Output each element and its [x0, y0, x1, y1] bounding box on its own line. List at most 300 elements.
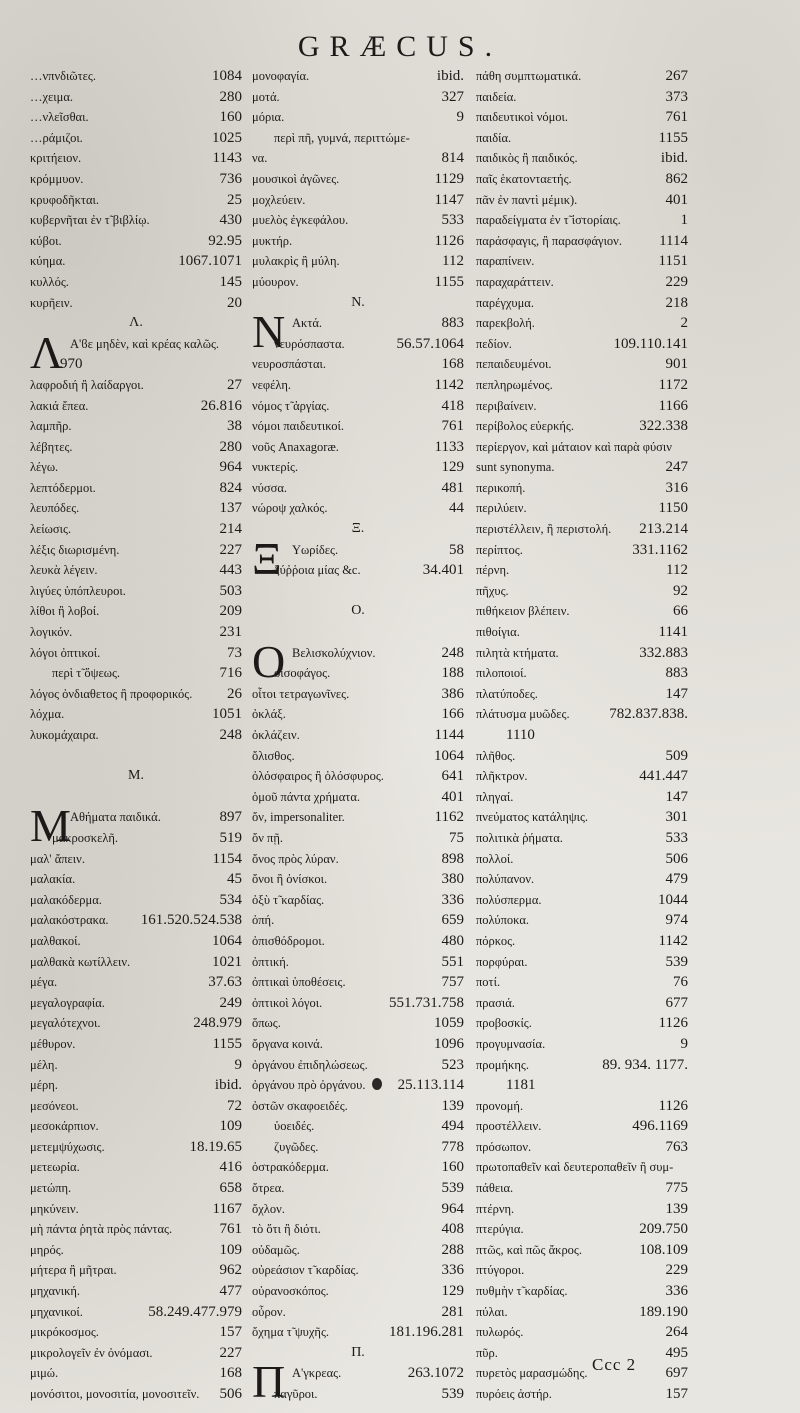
entry-page-refs: 761 [441, 418, 464, 435]
entry-page-refs: 1155 [658, 129, 688, 146]
entry-term: λέξις διωρισμένη. [30, 542, 120, 557]
entry-page-refs: 76 [673, 974, 688, 991]
entry-term: ὀστρακόδερμα. [252, 1160, 329, 1175]
index-entry [476, 725, 688, 746]
entry-term: πῆχυς. [476, 583, 509, 598]
index-entry [252, 1260, 464, 1281]
entry-term: νύσσα. [252, 480, 287, 495]
index-entry [30, 849, 242, 870]
entry-page-refs: 533 [665, 829, 688, 846]
entry-page-refs: 1064 [212, 932, 242, 949]
entry-term: μεσόνεοι. [30, 1098, 79, 1113]
entry-term: μονόσιτοι, μονοσιτία, μονοσιτεῖν. [30, 1387, 200, 1401]
index-entry [30, 643, 242, 664]
entry-page-refs: 75 [449, 829, 464, 846]
index-entry [30, 375, 242, 396]
entry-term: ὄνοι ἢ ὀνίσκοι. [252, 872, 328, 887]
entry-page-refs: 25 [227, 191, 242, 208]
section-letter: Π. [351, 1344, 365, 1360]
index-entry [252, 87, 464, 108]
entry-term: μετεωρία. [30, 1160, 80, 1175]
index-entry [30, 519, 242, 540]
entry-term: μονοφαγία. [252, 69, 310, 83]
index-entry [252, 952, 464, 973]
index-entry [30, 828, 242, 849]
entry-page-refs: 824 [219, 479, 242, 496]
index-entry [476, 581, 688, 602]
index-entry [252, 766, 464, 787]
index-entry [30, 560, 242, 581]
entry-page-refs: 109 [219, 1241, 242, 1258]
entry-term: πυρόεις ἀστήρ. [476, 1387, 552, 1401]
entry-term: νευρόσπαστα. [274, 336, 345, 351]
index-entry [476, 1075, 688, 1096]
entry-term: παραδείγματα ἐν τ̃ ἱστορίαις. [476, 213, 621, 228]
entry-page-refs: 58.249.477.979 [148, 1303, 242, 1320]
entry-page-refs: 697 [665, 1365, 688, 1382]
index-entry [476, 787, 688, 808]
entry-term: κυβερνῆται ἐν τ̃ βιβλίῳ. [30, 213, 150, 228]
entry-page-refs: 34.401 [422, 562, 464, 579]
entry-term: ὀπή. [252, 913, 275, 928]
entry-page-refs: 1155 [434, 273, 464, 290]
initial-capital: Μ [30, 800, 71, 852]
index-entry [30, 416, 242, 437]
entry-term: παῖς ἑκατονταετής. [476, 171, 572, 186]
index-entry [252, 354, 464, 375]
section-letter: Μ. [128, 768, 144, 784]
entry-term: μηκύνειν. [30, 1201, 79, 1216]
entry-page-refs: 209 [219, 603, 242, 620]
entry-term: …ράμιζοι. [30, 130, 83, 145]
entry-term: πεπαιδευμένοι. [476, 357, 552, 372]
entry-term: μόρια. [252, 110, 285, 125]
entry-term: μικρολογεῖν ἐν ὀνόμασι. [30, 1345, 153, 1360]
entry-page-refs: 1051 [212, 706, 242, 723]
entry-page-refs: 1147 [434, 191, 464, 208]
index-entry [30, 1034, 242, 1055]
entry-page-refs: 380 [441, 871, 464, 888]
entry-page-refs: 1166 [658, 397, 688, 414]
entry-page-refs: 157 [219, 1324, 242, 1341]
entry-term: μοτά. [252, 89, 280, 104]
entry-page-refs: 109 [219, 1118, 242, 1135]
entry-term: μυελὸς ἐγκεφάλου. [252, 213, 349, 228]
entry-page-refs: 1044 [658, 891, 688, 908]
entry-page-refs: 263.1072 [407, 1365, 464, 1382]
index-entry [476, 1260, 688, 1281]
index-entry [30, 457, 242, 478]
section-letter: Ν. [351, 294, 365, 310]
entry-term: μηχανική. [30, 1284, 81, 1299]
entry-term: μιμώ. [30, 1366, 59, 1381]
entry-term: μαλ' ἄπειν. [30, 851, 85, 866]
entry-page-refs: 441.447 [639, 768, 688, 785]
entry-page-refs: 1143 [212, 150, 242, 167]
index-entry [30, 1384, 242, 1405]
index-entry [476, 416, 688, 437]
entry-term: τὸ ὅτι ἢ διότι. [252, 1222, 321, 1237]
initial-capital: Ξ [252, 532, 282, 584]
index-entry [30, 1260, 242, 1281]
entry-page-refs: 248.979 [193, 1015, 242, 1032]
index-entry [252, 1384, 464, 1405]
entry-page-refs: 147 [665, 685, 688, 702]
entry-term: κυλλός. [30, 274, 69, 289]
entry-page-refs: 494 [441, 1118, 464, 1135]
entry-page-refs: 213.214 [639, 521, 688, 538]
entry-page-refs: 301 [665, 809, 688, 826]
entry-page-refs: 1144 [434, 727, 464, 743]
section-letter: Ξ. [351, 521, 365, 537]
entry-page-refs: 231 [219, 624, 242, 641]
section-letter: Ο. [351, 603, 365, 619]
index-entry [252, 1281, 464, 1302]
entry-term: πτῶς, καὶ πῶς ἄκρος. [476, 1242, 583, 1257]
index-entry [476, 1157, 688, 1178]
entry-term: νόμος τ̃ ἀργίας. [252, 398, 330, 413]
entry-page-refs: 92.95 [208, 232, 242, 249]
entry-page-refs: 778 [441, 1138, 464, 1155]
entry-term: ὀκλάζειν. [252, 728, 300, 742]
entry-term: ζυγῶδες. [274, 1139, 319, 1154]
entry-term: …νπνδιῶτες. [30, 69, 96, 83]
index-entry [30, 1178, 242, 1199]
index-entry [30, 1157, 242, 1178]
index-entry [30, 396, 242, 417]
index-entry [252, 478, 464, 499]
entry-page-refs: 2 [680, 315, 688, 332]
entry-page-refs: 166 [441, 706, 464, 723]
index-entry [30, 1137, 242, 1158]
entry-term: λευπόδες. [30, 501, 80, 516]
index-entry [252, 396, 464, 417]
index-entry [476, 272, 688, 293]
index-entry [476, 931, 688, 952]
entry-term: μακροσκελῆ. [52, 830, 119, 845]
entry-term: πλατύποδες. [476, 686, 538, 701]
entry-page-refs: 534 [219, 891, 242, 908]
entry-page-refs: 58 [449, 541, 464, 558]
index-entry [30, 890, 242, 911]
index-entry [476, 293, 688, 314]
entry-page-refs: 218 [665, 294, 688, 311]
entry-page-refs: 814 [441, 150, 464, 167]
index-entry [476, 148, 688, 169]
entry-page-refs: 322.338 [639, 418, 688, 435]
entry-page-refs: 480 [441, 932, 464, 949]
entry-term: παιδεία. [476, 89, 517, 104]
entry-page-refs: 336 [441, 891, 464, 908]
index-entry [476, 993, 688, 1014]
entry-page-refs: 1142 [434, 376, 464, 393]
entry-term: παιδικὸς ἢ παιδικός. [476, 151, 578, 166]
entry-term: μήτερα ἢ μῆτραι. [30, 1263, 117, 1278]
index-entry [30, 1343, 242, 1364]
index-entry [30, 190, 242, 211]
section-letter-heading [252, 581, 464, 602]
entry-page-refs: 763 [665, 1138, 688, 1155]
entry-page-refs: 336 [441, 1262, 464, 1279]
entry-page-refs: 970 [60, 356, 83, 373]
entry-term: ὀπτικαὶ ὑποθέσεις. [252, 975, 346, 990]
index-entry [30, 437, 242, 458]
entry-term: παρεκβολή. [476, 316, 535, 331]
entry-term: πορφύραι. [476, 954, 528, 969]
entry-page-refs: 1133 [434, 438, 464, 455]
index-entry [476, 128, 688, 149]
index-entry [476, 828, 688, 849]
entry-term: Ακτά. [292, 316, 323, 331]
entry-term: ὀπτική. [252, 954, 289, 969]
entry-term: περιλύειν. [476, 501, 527, 516]
entry-page-refs: 901 [665, 356, 688, 373]
entry-term: νώροψ χαλκός. [252, 501, 328, 516]
index-entry [252, 663, 464, 684]
entry-page-refs: 1110 [506, 727, 535, 743]
index-entry [476, 66, 688, 87]
entry-term: οἶτοι τετραγωνῖνες. [252, 686, 350, 701]
index-entry [30, 1096, 242, 1117]
entry-term: πολύσπερμα. [476, 892, 542, 907]
entry-term: ὄν, impersonaliter. [252, 810, 345, 825]
section-letter-heading [252, 519, 464, 540]
entry-term: πρωτοπαθεῖν καὶ δευτεροπαθεῖν ἢ συμ- [476, 1160, 674, 1175]
entry-page-refs: 247 [665, 459, 688, 476]
entry-page-refs: 495 [665, 1344, 688, 1361]
index-entry [30, 1199, 242, 1220]
index-entry [30, 910, 242, 931]
entry-page-refs: 56.57.1064 [396, 335, 464, 352]
entry-term: περιβαίνειν. [476, 398, 537, 413]
index-entry [30, 231, 242, 252]
entry-page-refs: 1172 [658, 376, 688, 393]
entry-term: μαλακόδερμα. [30, 892, 102, 907]
entry-page-refs: 26 [227, 685, 242, 702]
index-entry [476, 746, 688, 767]
entry-term: ὀργάνου ἐπιδηλώσεως. [252, 1057, 368, 1072]
entry-term: …νλεῖσθαι. [30, 110, 89, 125]
entry-page-refs: 477 [219, 1283, 242, 1300]
index-entry [30, 354, 242, 375]
entry-page-refs: 1114 [659, 232, 688, 249]
entry-term: πύλαι. [476, 1304, 508, 1319]
entry-term: μεγαλογραφία. [30, 995, 105, 1010]
entry-term: μετεμψύχωσις. [30, 1139, 105, 1154]
section-letter-heading [30, 766, 242, 787]
entry-term: …χειμα. [30, 89, 74, 104]
entry-page-refs: 430 [219, 212, 242, 229]
entry-term: κύημα. [30, 254, 66, 269]
index-entry [30, 622, 242, 643]
index-entry [30, 498, 242, 519]
entry-term: κυρῆειν. [30, 295, 73, 310]
entry-page-refs: 214 [219, 521, 242, 538]
entry-page-refs: 509 [665, 747, 688, 764]
entry-term: περὶ τ̃ ὄψεως. [52, 666, 121, 681]
entry-page-refs: 551 [441, 953, 464, 970]
entry-term: πυθμὴν τ̃ καρδίας. [476, 1284, 568, 1299]
entry-term: ὄλισθος. [252, 748, 295, 763]
index-entry [30, 1116, 242, 1137]
entry-page-refs: 38 [227, 418, 242, 435]
entry-page-refs: 481 [441, 479, 464, 496]
entry-term: μαλθακὰ κωτίλλειν. [30, 954, 131, 969]
index-entry [30, 931, 242, 952]
entry-term: sunt synonyma. [476, 460, 555, 475]
entry-page-refs: 9 [456, 109, 464, 126]
index-entry [476, 1199, 688, 1220]
index-entry [476, 890, 688, 911]
entry-page-refs: 1126 [658, 1015, 688, 1032]
entry-page-refs: 503 [219, 582, 242, 599]
entry-term: μοχλεύειν. [252, 192, 306, 207]
entry-page-refs: 44 [449, 500, 464, 517]
entry-page-refs: 9 [234, 1056, 242, 1073]
index-entry [30, 1363, 242, 1384]
index-entry [30, 1013, 242, 1034]
index-entry [476, 1116, 688, 1137]
entry-term: ὑοειδές. [274, 1119, 315, 1134]
entry-page-refs: 316 [665, 479, 688, 496]
index-entry [30, 601, 242, 622]
entry-page-refs: 336 [665, 1283, 688, 1300]
index-entry [30, 478, 242, 499]
index-entry [252, 828, 464, 849]
entry-page-refs: 401 [665, 191, 688, 208]
entry-page-refs: 108.109 [639, 1241, 688, 1258]
index-entry [252, 231, 464, 252]
entry-term: πτύγοροι. [476, 1263, 525, 1278]
entry-page-refs: 188 [441, 665, 464, 682]
index-entry [30, 972, 242, 993]
entry-page-refs: 112 [442, 253, 464, 270]
index-entry [252, 1075, 464, 1096]
index-entry [476, 396, 688, 417]
entry-term: πνεύματος κατάληψις. [476, 810, 589, 825]
entry-page-refs: 129 [441, 1283, 464, 1300]
index-entry [476, 231, 688, 252]
entry-term: περιστέλλειν, ἢ περιστολή. [476, 522, 612, 537]
entry-term: λίθοι ἢ λοβοί. [30, 604, 100, 619]
section-letter-heading [30, 746, 242, 767]
index-entry [252, 375, 464, 396]
index-entry [30, 704, 242, 725]
entry-page-refs: 1084 [212, 68, 242, 84]
entry-term: νεφέλη. [252, 377, 291, 392]
entry-page-refs: 408 [441, 1221, 464, 1238]
entry-term: προστέλλειν. [476, 1119, 542, 1134]
entry-term: ὄργανα κοινά. [252, 1036, 323, 1051]
index-entry [252, 66, 464, 87]
entry-term: οὐδαμῶς. [252, 1242, 300, 1257]
entry-term: λεπτόδερμοι. [30, 480, 96, 495]
entry-page-refs: 1126 [658, 1097, 688, 1114]
index-entry [30, 128, 242, 149]
entry-page-refs: 539 [665, 953, 688, 970]
entry-page-refs: 539 [441, 1386, 464, 1402]
entry-term: πυλωρός. [476, 1325, 524, 1340]
entry-term: μεσοκάρπιον. [30, 1119, 99, 1134]
index-entry [252, 993, 464, 1014]
entry-page-refs: 641 [441, 768, 464, 785]
entry-term: λευκὰ λέγειν. [30, 563, 98, 578]
index-entry [252, 169, 464, 190]
entry-term: λυκομάχαιρα. [30, 728, 99, 742]
entry-term: ὄνος πρὸς λύραν. [252, 851, 339, 866]
index-entry [30, 1281, 242, 1302]
entry-term: λέβητες. [30, 439, 73, 454]
index-entry [252, 437, 464, 458]
index-entry [252, 1322, 464, 1343]
index-entry [252, 1013, 464, 1034]
index-entry [252, 560, 464, 581]
entry-term: λόχμα. [30, 707, 65, 722]
index-entry [252, 1219, 464, 1240]
entry-term: οἰσοφάγος. [274, 666, 331, 681]
entry-term: πρασιά. [476, 995, 515, 1010]
entry-page-refs: 1126 [434, 232, 464, 249]
entry-term: κύβοι. [30, 233, 62, 248]
entry-page-refs: 416 [219, 1159, 242, 1176]
index-entry [476, 869, 688, 890]
entry-term: πᾶν ἐν παντὶ μέμικ). [476, 192, 578, 207]
index-entry [252, 849, 464, 870]
entry-term: λόγοι ὀπτικοί. [30, 645, 101, 660]
index-entry [252, 107, 464, 128]
entry-page-refs: 168 [219, 1365, 242, 1382]
index-entry [252, 869, 464, 890]
entry-term: πέρνη. [476, 563, 510, 578]
entry-page-refs: 1155 [212, 1035, 242, 1052]
index-entry [476, 1178, 688, 1199]
index-entry [476, 478, 688, 499]
index-entry [476, 807, 688, 828]
entry-term: ὀπισθόδρομοι. [252, 933, 325, 948]
entry-page-refs: 1150 [658, 500, 688, 517]
index-entry [476, 540, 688, 561]
ink-spot [372, 1078, 382, 1090]
entry-term: μυκτήρ. [252, 233, 293, 248]
index-entry [476, 1096, 688, 1117]
index-entry [476, 169, 688, 190]
index-entry [30, 293, 242, 314]
entry-page-refs: ibid. [214, 1077, 242, 1094]
index-entry [252, 1096, 464, 1117]
index-entry [476, 375, 688, 396]
index-entry [476, 107, 688, 128]
entry-term: παραχαράττειν. [476, 274, 554, 289]
entry-term: Αθήματα παιδικά. [70, 810, 161, 825]
entry-page-refs: 137 [219, 500, 242, 517]
entry-page-refs: 736 [219, 170, 242, 187]
index-entry [476, 849, 688, 870]
entry-page-refs: 280 [219, 88, 242, 105]
entry-term: οὖρον. [252, 1304, 286, 1319]
entry-term: προνομή. [476, 1098, 524, 1113]
index-entry [476, 766, 688, 787]
entry-page-refs: 1021 [212, 953, 242, 970]
entry-term: λακιά ἔπεα. [30, 398, 89, 413]
entry-page-refs: 1142 [658, 932, 688, 949]
entry-term: ὀπτικοὶ λόγοι. [252, 995, 323, 1010]
entry-page-refs: 1167 [212, 1200, 242, 1217]
index-entry [252, 725, 464, 746]
entry-page-refs: 443 [219, 562, 242, 579]
entry-page-refs: 160 [219, 109, 242, 126]
entry-term: πόρκος. [476, 933, 516, 948]
entry-page-refs: 168 [441, 356, 464, 373]
